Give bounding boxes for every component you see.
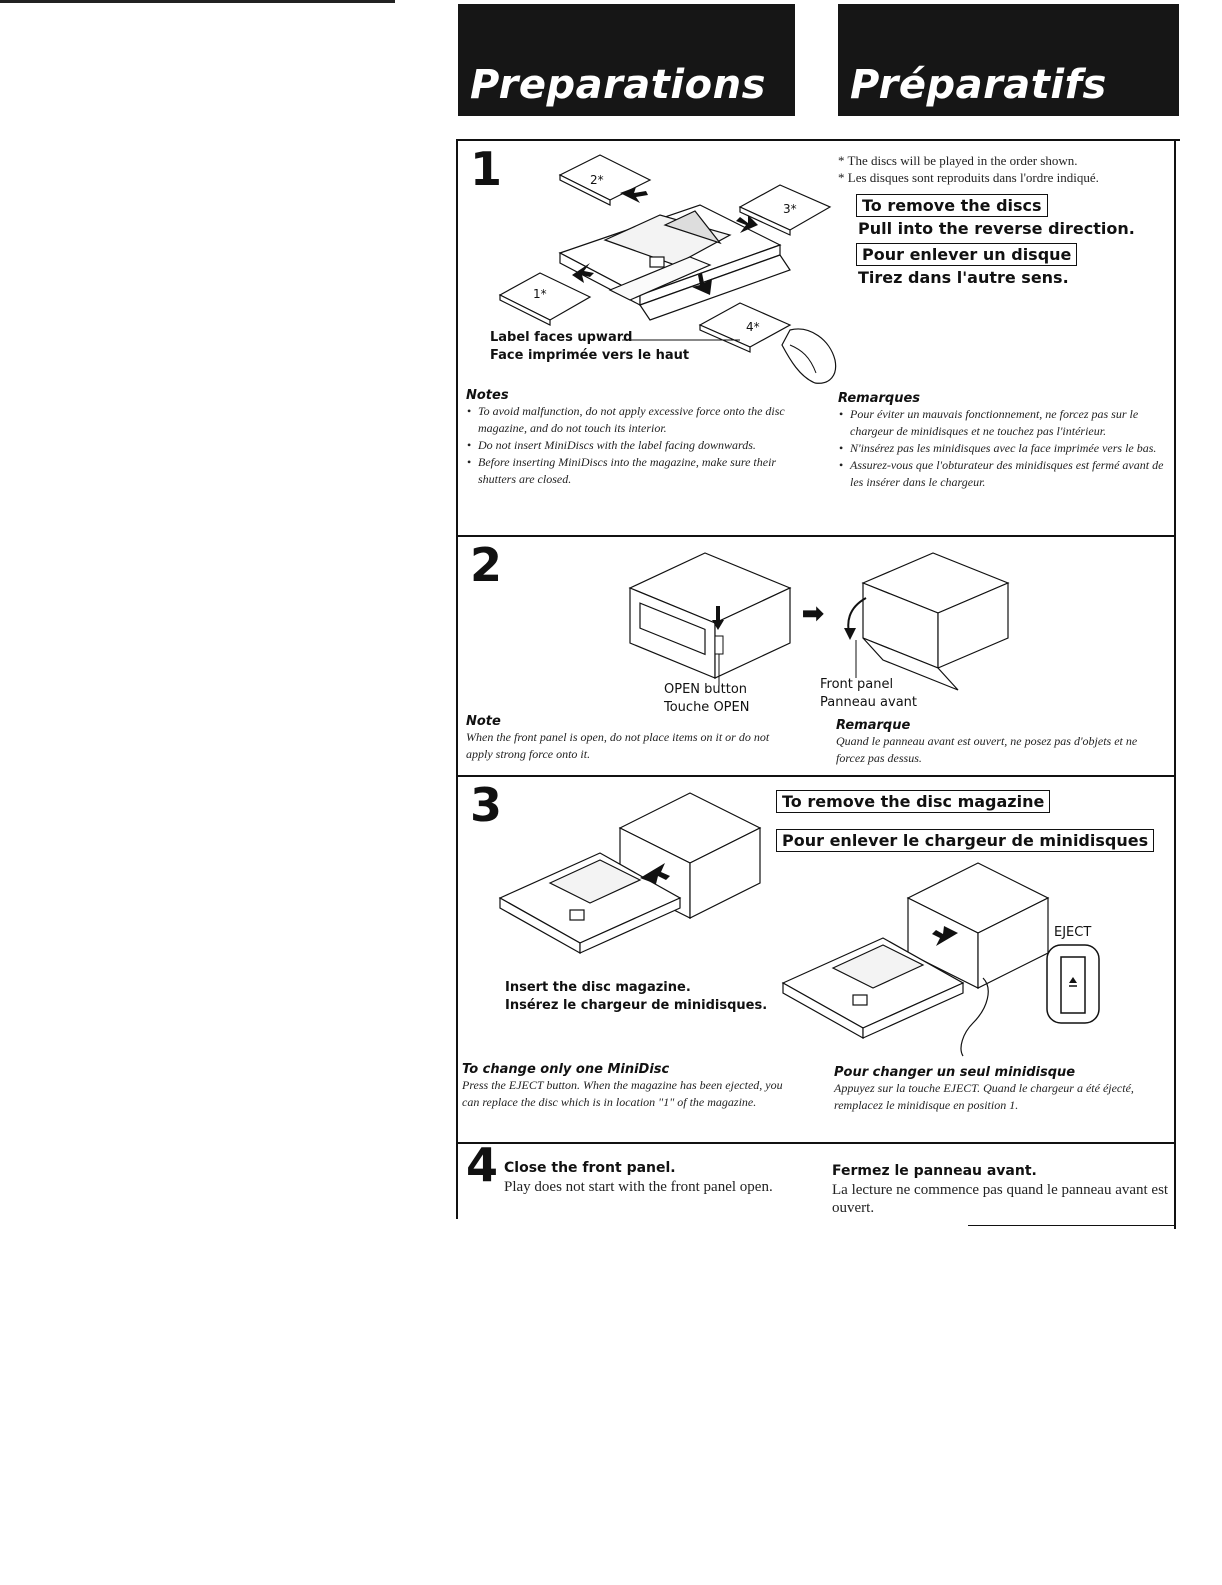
frame-left-rule bbox=[456, 139, 458, 1219]
remove-magazine-heading-french: Pour enlever le chargeur de minidisques bbox=[776, 829, 1154, 852]
remove-discs-heading-english: To remove the discs bbox=[856, 194, 1048, 217]
disc-label-4: 4* bbox=[746, 320, 760, 334]
order-note bbox=[838, 152, 1168, 186]
divider-3-4 bbox=[458, 1142, 1176, 1144]
unit-closed-illustration bbox=[610, 548, 800, 688]
top-rule bbox=[0, 0, 395, 3]
header-french bbox=[838, 4, 1179, 116]
note-french-1: • Pour éviter un mauvais fonctionnement, ne forcez pas sur le chargeur de minidisques et ne touchez pas l'intérieur. bbox=[850, 406, 1168, 440]
change-disc-text-english: Press the EJECT button. When the magazine has been ejected, you can replace the disc which is in location "1" of the magazine. bbox=[462, 1078, 783, 1109]
note-english-3: • Before inserting MiniDiscs into the magazine, make sure their shutters are closed. bbox=[478, 454, 801, 488]
eject-label: EJECT bbox=[1054, 925, 1092, 940]
label-faces-caption bbox=[490, 329, 689, 365]
notes-english bbox=[466, 388, 801, 488]
arrow-right-icon: ➡ bbox=[802, 598, 824, 628]
change-disc-title-french: Pour changer un seul minidisque bbox=[834, 1065, 1076, 1080]
step4-french bbox=[832, 1161, 1172, 1217]
change-disc-english bbox=[462, 1062, 802, 1111]
note-french-2: • N'insérez pas les minidisques avec la face imprimée vers le bas. bbox=[850, 440, 1168, 457]
note-title-step2-french: Remarque bbox=[836, 718, 911, 733]
header-english bbox=[458, 4, 795, 116]
close-panel-french: Fermez le panneau avant. bbox=[832, 1163, 1037, 1179]
disc-label-3: 3* bbox=[783, 202, 797, 216]
front-panel-french: Panneau avant bbox=[820, 695, 917, 710]
note-text-step2-french: Quand le panneau avant est ouvert, ne posez pas d'objets et ne forcez pas dessus. bbox=[836, 734, 1138, 765]
insert-magazine-caption bbox=[505, 979, 767, 1015]
remove-discs-text-french: Tirez dans l'autre sens. bbox=[858, 268, 1069, 287]
step-number-2: 2 bbox=[470, 538, 503, 592]
note-step2-english bbox=[466, 714, 796, 763]
remove-discs-text-english: Pull into the reverse direction. bbox=[858, 219, 1135, 238]
divider-1-2 bbox=[458, 535, 1176, 537]
close-panel-english: Close the front panel. bbox=[504, 1160, 676, 1176]
remove-discs-heading-french: Pour enlever un disque bbox=[856, 243, 1077, 266]
note-english-1: • To avoid malfunction, do not apply excessive force onto the disc magazine, and do not touch its interior. bbox=[478, 403, 801, 437]
eject-key-closeup bbox=[1045, 943, 1101, 1025]
change-disc-text-french: Appuyez sur la touche EJECT. Quand le chargeur a été éjecté, remplacez le minidisque en position 1. bbox=[834, 1081, 1134, 1112]
order-note-french: * Les disques sont reproduits dans l'ordre indiqué. bbox=[838, 170, 1099, 185]
open-button-caption bbox=[664, 681, 749, 717]
label-faces-french: Face imprimée vers le haut bbox=[490, 348, 690, 363]
note-french-3: • Assurez-vous que l'obturateur des minidisques est fermé avant de les insérer dans le chargeur. bbox=[850, 457, 1168, 491]
note-english-2: • Do not insert MiniDiscs with the label facing downwards. bbox=[478, 437, 801, 454]
remove-magazine-heading-english: To remove the disc magazine bbox=[776, 790, 1050, 813]
bottom-rule bbox=[968, 1225, 1176, 1226]
open-button-french: Touche OPEN bbox=[664, 700, 750, 715]
frame-top-rule bbox=[458, 139, 1180, 141]
change-disc-french bbox=[834, 1065, 1164, 1114]
front-panel-caption bbox=[820, 676, 917, 712]
note-title-step2-english: Note bbox=[466, 714, 501, 729]
header-title-french: Préparatifs bbox=[850, 62, 1107, 108]
frame-right-rule bbox=[1174, 139, 1176, 1229]
header-title-english: Preparations bbox=[470, 62, 766, 108]
eject-magazine-illustration bbox=[778, 858, 1058, 1058]
notes-title-english: Notes bbox=[466, 388, 509, 403]
step-number-3: 3 bbox=[470, 778, 503, 832]
disc-label-2: 2* bbox=[590, 173, 604, 187]
change-disc-title-english: To change only one MiniDisc bbox=[462, 1062, 670, 1077]
insert-magazine-illustration bbox=[490, 788, 770, 978]
order-note-english: * The discs will be played in the order shown. bbox=[838, 153, 1078, 168]
notes-title-french: Remarques bbox=[838, 391, 921, 406]
step-number-1: 1 bbox=[470, 142, 503, 196]
play-note-french: La lecture ne commence pas quand le panneau avant est ouvert. bbox=[832, 1182, 1169, 1216]
play-note-english: Play does not start with the front panel open. bbox=[504, 1179, 773, 1195]
open-button-english: OPEN button bbox=[664, 682, 748, 697]
step4-english bbox=[504, 1158, 804, 1196]
step-number-4: 4 bbox=[466, 1138, 499, 1192]
notes-french bbox=[838, 391, 1168, 491]
label-faces-english: Label faces upward bbox=[490, 330, 633, 345]
insert-magazine-english: Insert the disc magazine. bbox=[505, 980, 691, 995]
insert-magazine-french: Insérez le chargeur de minidisques. bbox=[505, 998, 768, 1013]
note-text-step2-english: When the front panel is open, do not place items on it or do not apply strong force onto it. bbox=[466, 730, 770, 761]
front-panel-english: Front panel bbox=[820, 677, 894, 692]
disc-label-1: 1* bbox=[533, 287, 547, 301]
divider-2-3 bbox=[458, 775, 1176, 777]
note-step2-french bbox=[836, 718, 1166, 767]
